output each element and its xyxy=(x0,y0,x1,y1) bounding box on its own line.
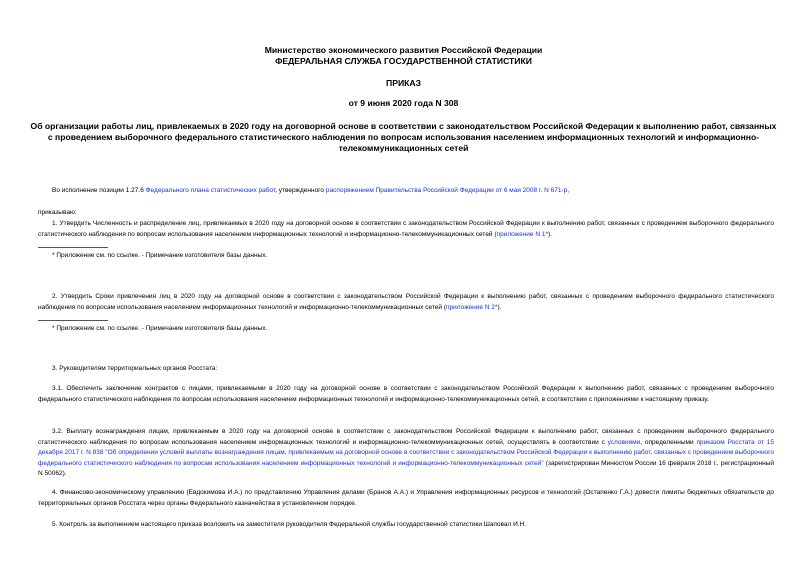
appendix-2-link[interactable]: приложение N 2* xyxy=(446,303,498,311)
ministry-name: Министерство экономического развития Российской Федерации xyxy=(264,45,543,55)
government-order-link[interactable]: распоряжением Правительства Российской Федерации от 6 мая 2008 г. N 671-р xyxy=(325,187,568,194)
footnote-divider xyxy=(38,247,108,248)
paragraph-3-2 xyxy=(38,427,774,480)
paragraph-text: , определенными xyxy=(640,438,697,446)
footnote-1: * Приложение см. по ссылке. - Примечание изготовителя базы данных. xyxy=(52,252,268,259)
appendix-1-link[interactable]: приложение N 1* xyxy=(496,230,548,238)
rosstat-order-link[interactable]: приказом Росстата от 15 декабря 2017 г. N 838 "Об определении условий выплаты вознаграждения лицам, привлекаемым на договорной основе в соответствии с законодательством Российской Федерации к выполнению работ, связанных с проведением выборочного федерального статистического наблюдения по вопросам использования населением информационных технологий и информационно-телекоммуникационных сетей" xyxy=(38,438,774,467)
paragraph-text: 2. Утвердить Сроки привлечения лиц в 2020 году на договорной основе в соответствии с законодательством Российской Федерации к выполнению работ, связанных с проведением выборочного федерального статистического наблюдения по вопросам использования населением информационных технологий и информационно-телекоммуникационных сетей ( xyxy=(38,293,774,311)
order-heading: ПРИКАЗ xyxy=(386,78,421,88)
order-date-number: от 9 июня 2020 года N 308 xyxy=(348,98,459,108)
intro-text: Во исполнение позиции 1.27.6 xyxy=(52,187,146,194)
paragraph-2 xyxy=(38,292,774,313)
orders-word: приказываю: xyxy=(38,209,77,216)
paragraph-text: 3.2. Выплату вознаграждения лицам, привлекаемым в 2020 году на договорной основе в соответствии с законодательством Российской Федерации к выполнению работ, связанных с проведением выборочного федерального статистического наблюдения по вопросам использования населением информационных технологий и информационно-телекоммуникационных сетей, осуществлять в соответствии с xyxy=(38,428,774,446)
paragraph-3: 3. Руководителям территориальных органов Росстата: xyxy=(52,365,218,372)
federal-plan-link[interactable]: Федерального плана статистических работ xyxy=(145,187,276,194)
paragraph-text: ). xyxy=(497,303,502,311)
paragraph-5: 5. Контроль за выполнением настоящего приказа возложить на заместителя руководителя Федеральной службы государственной статистики Шаповал И.Н. xyxy=(52,521,527,528)
conditions-link[interactable]: условиями xyxy=(607,438,641,446)
paragraph-text: (зарегистрирован Минюстом России 16 февраля 2018 г., регистрационный N 50062). xyxy=(38,459,774,478)
paragraph-1 xyxy=(38,219,774,240)
paragraph-3-1: 3.1. Обеспечить заключение контрактов с лицами, привлекаемыми в 2020 году на договорной основе в соответствии с законодательством Российской Федерации к выполнению работ, связанных с проведением выборочного федерального статистического наблюдения по вопросам использования населением информационных технологий и информационно-телекоммуникационных сетей, в соответствии с приложениями к настоящему приказу. xyxy=(38,385,774,403)
footnote-divider xyxy=(38,320,108,321)
intro-paragraph xyxy=(38,186,774,197)
intro-text: , xyxy=(567,187,570,194)
paragraph-text: 1. Утвердить Численность и распределение лиц, привлекаемых в 2020 году на договорной основе в соответствии с законодательством Российской Федерации к выполнению работ, связанных с проведением выборочного федерального статистического наблюдения по вопросам использования населением информационных технологий и информационно-телекоммуникационных сетей ( xyxy=(38,220,774,238)
footnote-2: * Приложение см. по ссылке. - Примечание изготовителя базы данных. xyxy=(52,325,268,332)
document-title: Об организации работы лиц, привлекаемых в 2020 году на договорной основе в соответствии с законодательством Российской Федерации к выполнению работ, связанных с проведением выборочного федерального статистического наблюдения по вопросам использования населением информационных технологий и информационно-телекоммуникационных сетей xyxy=(30,121,777,153)
intro-text: , утвержденного xyxy=(275,187,326,194)
service-name: ФЕДЕРАЛЬНАЯ СЛУЖБА ГОСУДАРСТВЕННОЙ СТАТИСТИКИ xyxy=(275,56,532,66)
paragraph-4: 4. Финансово-экономическому управлению (Евдокимова И.А.) по представлению Управления делами (Бранов А.А.) и Управления информационных ресурсов и технологий (Остапенко Г.А.) довести лимиты бюджетных обязательств до территориальных органов Росстата через органы Федерального казначейства в установленном порядке. xyxy=(38,489,774,507)
paragraph-text: ). xyxy=(547,230,552,238)
